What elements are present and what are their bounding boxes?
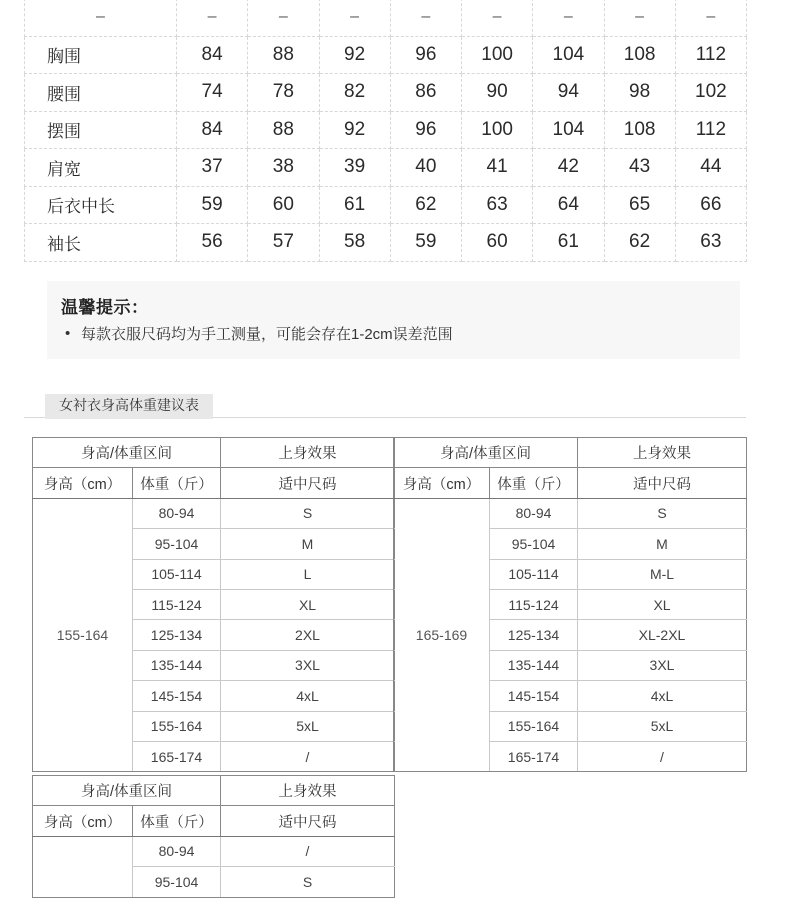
size-table-cell: 92 xyxy=(319,36,390,74)
size-table-header-cell: – xyxy=(177,0,248,36)
size-table-header-cell: – xyxy=(462,0,533,36)
hw-header-group: 身高/体重区间 xyxy=(33,776,221,806)
size-table-cell: 100 xyxy=(462,111,533,149)
hw-weight-range: 135-144 xyxy=(490,650,578,680)
table-header-row xyxy=(394,438,747,468)
hw-header-weight: 体重（斤） xyxy=(490,468,578,498)
hw-weight-range: 80-94 xyxy=(133,498,221,528)
hw-height-range xyxy=(33,836,133,897)
size-table-header-cell: – xyxy=(319,0,390,36)
size-table-cell: 37 xyxy=(177,149,248,187)
hw-recommended-size: 5xL xyxy=(221,711,395,741)
table-header-row xyxy=(33,806,395,836)
size-table-cell: 90 xyxy=(462,74,533,112)
size-table-cell: 60 xyxy=(248,186,319,224)
size-table-cell: 92 xyxy=(319,111,390,149)
size-table-cell: 44 xyxy=(675,149,746,187)
hw-recommended-size: 5xL xyxy=(578,711,747,741)
size-table-cell: 42 xyxy=(533,149,604,187)
size-table-cell: 84 xyxy=(177,111,248,149)
hw-weight-range: 80-94 xyxy=(490,498,578,528)
size-table-cell: 63 xyxy=(675,224,746,262)
size-table-row-label: 腰围 xyxy=(25,74,177,112)
hw-height-range: 165-169 xyxy=(394,498,490,772)
hw-header-weight: 体重（斤） xyxy=(133,468,221,498)
size-table-cell: 65 xyxy=(604,186,675,224)
size-table-cell: 100 xyxy=(462,36,533,74)
hw-header-group: 身高/体重区间 xyxy=(33,438,221,468)
section-heading-label: 女衬衣身高体重建议表 xyxy=(45,394,213,419)
size-table-cell: 64 xyxy=(533,186,604,224)
size-table-cell: 59 xyxy=(177,186,248,224)
size-table-cell: 62 xyxy=(604,224,675,262)
size-table-row-label: 摆围 xyxy=(25,111,177,149)
hw-weight-range: 115-124 xyxy=(490,589,578,619)
size-table-row-label: 肩宽 xyxy=(25,149,177,187)
hw-right-body xyxy=(394,438,747,772)
size-table-row-label: 后衣中长 xyxy=(25,186,177,224)
size-table-header-cell: – xyxy=(248,0,319,36)
size-table-header-cell: – xyxy=(390,0,461,36)
section-heading xyxy=(24,394,746,418)
size-table-cell: 108 xyxy=(604,111,675,149)
size-table-cell: 62 xyxy=(390,186,461,224)
hw-weight-range: 165-174 xyxy=(133,741,221,771)
size-table-cell: 56 xyxy=(177,224,248,262)
hw-weight-range: 105-114 xyxy=(133,559,221,589)
hw-header-group: 身高/体重区间 xyxy=(394,438,578,468)
size-table-cell: 39 xyxy=(319,149,390,187)
size-table-body xyxy=(25,0,747,261)
hw-header-height: 身高（cm） xyxy=(33,806,133,836)
size-table-cell: 60 xyxy=(462,224,533,262)
size-table-cell: 40 xyxy=(390,149,461,187)
hw-weight-range: 80-94 xyxy=(133,836,221,866)
size-table-cell: 74 xyxy=(177,74,248,112)
hw-recommended-size: / xyxy=(221,836,395,866)
size-table-cell: 104 xyxy=(533,111,604,149)
table-row xyxy=(25,111,747,149)
size-table-cell: 84 xyxy=(177,36,248,74)
size-table-cell: 108 xyxy=(604,36,675,74)
size-table-cell: 88 xyxy=(248,111,319,149)
hw-recommended-size: S xyxy=(578,498,747,528)
size-table-row-label: 袖长 xyxy=(25,224,177,262)
hw-weight-range: 125-134 xyxy=(133,620,221,650)
size-table-row-label: 胸围 xyxy=(25,36,177,74)
hw-header-weight: 体重（斤） xyxy=(133,806,221,836)
size-table-header-cell: – xyxy=(675,0,746,36)
hw-recommended-size: S xyxy=(221,867,395,897)
table-row xyxy=(33,498,395,528)
hw-header-effect: 上身效果 xyxy=(221,438,395,468)
table-header-row xyxy=(33,468,395,498)
hw-weight-range: 165-174 xyxy=(490,741,578,771)
hw-header-size: 适中尺码 xyxy=(221,806,395,836)
size-table-cell: 61 xyxy=(319,186,390,224)
hw-recommended-size: / xyxy=(578,741,747,771)
hw-recommended-size: S xyxy=(221,498,395,528)
size-table-header-cell: – xyxy=(533,0,604,36)
hw-recommended-size: XL xyxy=(578,589,747,619)
table-row xyxy=(25,224,747,262)
height-weight-table-bottom xyxy=(32,775,395,898)
hw-weight-range: 145-154 xyxy=(133,681,221,711)
tips-title: 温馨提示： xyxy=(61,298,149,317)
size-table-cell: 78 xyxy=(248,74,319,112)
hw-recommended-size: L xyxy=(221,559,395,589)
hw-recommended-size: 3XL xyxy=(578,650,747,680)
hw-recommended-size: XL-2XL xyxy=(578,620,747,650)
table-header-row xyxy=(33,776,395,806)
hw-left-body xyxy=(33,438,395,772)
hw-header-size: 适中尺码 xyxy=(221,468,395,498)
tips-box xyxy=(47,281,740,359)
hw-weight-range: 155-164 xyxy=(490,711,578,741)
size-table-cell: 63 xyxy=(462,186,533,224)
size-table-cell: 88 xyxy=(248,36,319,74)
hw-header-size: 适中尺码 xyxy=(578,468,747,498)
table-header-row xyxy=(394,468,747,498)
table-row xyxy=(33,836,395,866)
hw-weight-range: 95-104 xyxy=(133,867,221,897)
hw-weight-range: 105-114 xyxy=(490,559,578,589)
hw-recommended-size: 4xL xyxy=(221,681,395,711)
size-table-cell: 96 xyxy=(390,111,461,149)
size-table-cell: 98 xyxy=(604,74,675,112)
hw-recommended-size: M-L xyxy=(578,559,747,589)
hw-recommended-size: XL xyxy=(221,589,395,619)
hw-weight-range: 95-104 xyxy=(133,529,221,559)
hw-weight-range: 125-134 xyxy=(490,620,578,650)
hw-weight-range: 115-124 xyxy=(133,589,221,619)
size-table-cell: 66 xyxy=(675,186,746,224)
hw-weight-range: 95-104 xyxy=(490,529,578,559)
table-row xyxy=(25,149,747,187)
size-table-cell: 94 xyxy=(533,74,604,112)
hw-height-range: 155-164 xyxy=(33,498,133,772)
tips-item: • 每款衣服尺码均为手工测量，可能会存在1-2cm误差范围 xyxy=(61,324,740,347)
hw-recommended-size: M xyxy=(221,529,395,559)
hw-recommended-size: 2XL xyxy=(221,620,395,650)
hw-recommended-size: / xyxy=(221,741,395,771)
hw-header-effect: 上身效果 xyxy=(578,438,747,468)
size-table-cell: 112 xyxy=(675,36,746,74)
size-measurement-table xyxy=(24,0,747,262)
size-table-cell: 58 xyxy=(319,224,390,262)
size-table-cell: 102 xyxy=(675,74,746,112)
table-header-row xyxy=(33,438,395,468)
height-weight-table-right xyxy=(393,437,747,772)
hw-bottom-body xyxy=(33,776,395,898)
hw-recommended-size: 3XL xyxy=(221,650,395,680)
hw-header-height: 身高（cm） xyxy=(33,468,133,498)
hw-header-height: 身高（cm） xyxy=(394,468,490,498)
size-table-cell: 41 xyxy=(462,149,533,187)
hw-weight-range: 145-154 xyxy=(490,681,578,711)
size-table-cell: 82 xyxy=(319,74,390,112)
size-table-header-cell: – xyxy=(604,0,675,36)
size-table-cell: 38 xyxy=(248,149,319,187)
size-table-cell: 104 xyxy=(533,36,604,74)
size-table-cell: 43 xyxy=(604,149,675,187)
height-weight-table-left xyxy=(32,437,395,772)
tips-list xyxy=(61,324,740,347)
table-row xyxy=(25,36,747,74)
table-row xyxy=(25,0,747,36)
hw-weight-range: 135-144 xyxy=(133,650,221,680)
hw-recommended-size: M xyxy=(578,529,747,559)
size-table-cell: 59 xyxy=(390,224,461,262)
table-row xyxy=(25,186,747,224)
size-table-cell: 86 xyxy=(390,74,461,112)
table-row xyxy=(394,498,747,528)
size-table-cell: 96 xyxy=(390,36,461,74)
size-table-cell: 57 xyxy=(248,224,319,262)
hw-recommended-size: 4xL xyxy=(578,681,747,711)
table-row xyxy=(25,74,747,112)
hw-header-effect: 上身效果 xyxy=(221,776,395,806)
hw-weight-range: 155-164 xyxy=(133,711,221,741)
size-table-cell: 112 xyxy=(675,111,746,149)
size-table-corner-cell: – xyxy=(25,0,177,36)
size-table-cell: 61 xyxy=(533,224,604,262)
